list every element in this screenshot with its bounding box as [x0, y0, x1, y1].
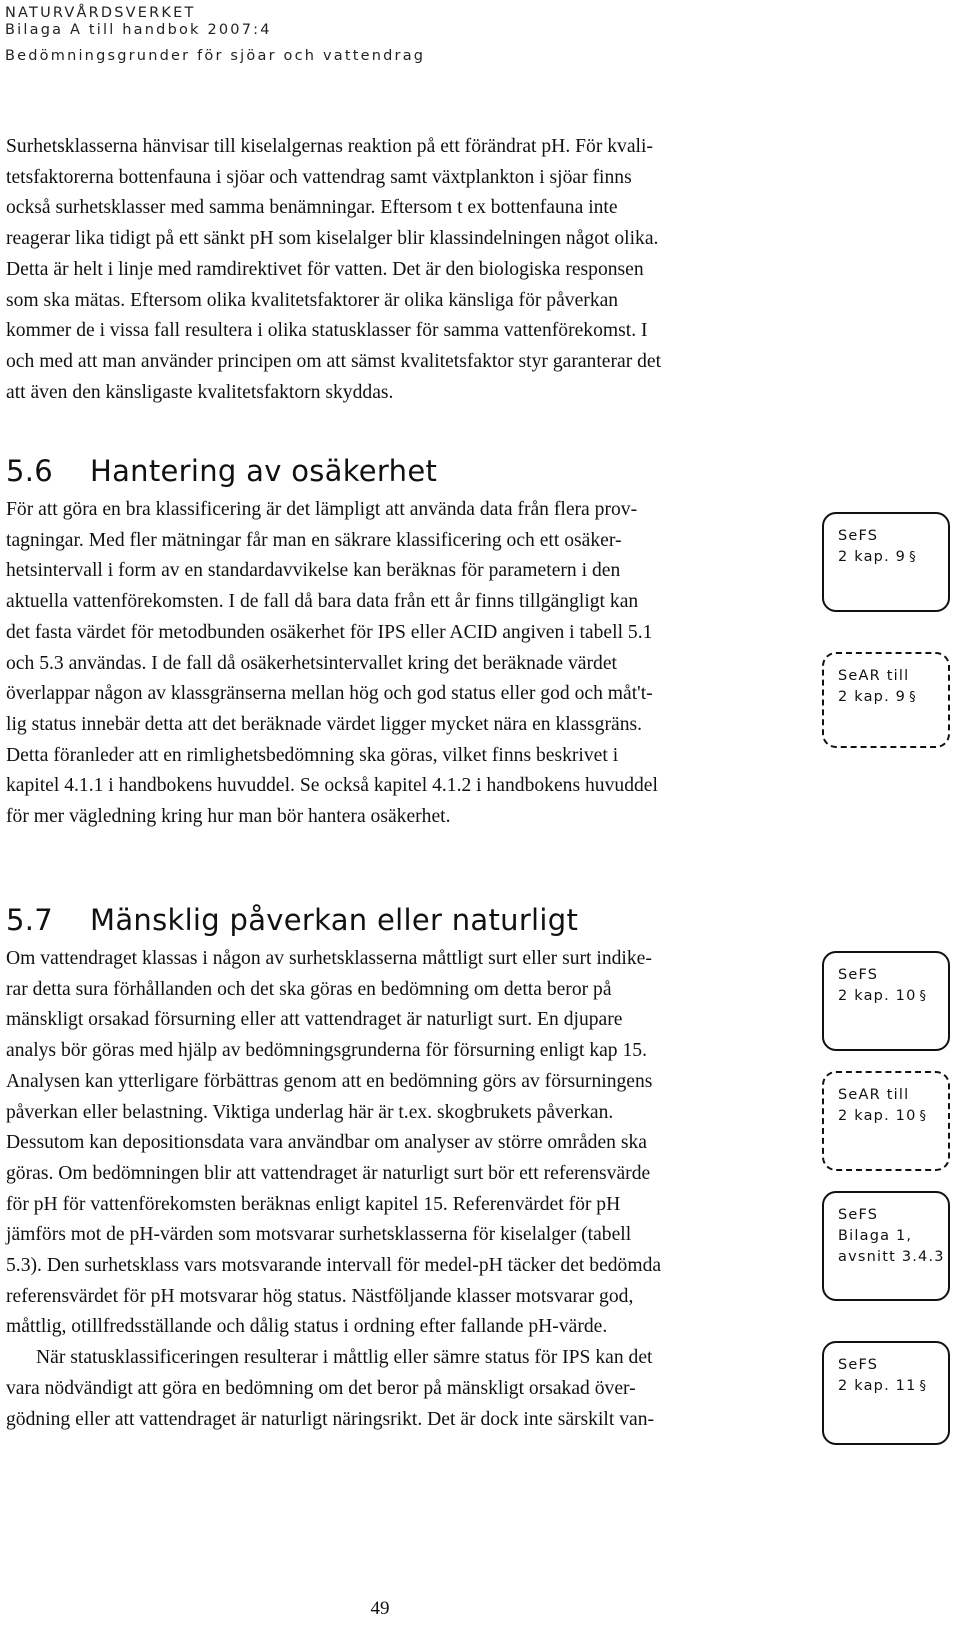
margin-ref-sear-2-10: [822, 1071, 950, 1171]
text-line: Detta är helt i linje med ramdirektivet för vatten. Det är den biologiska responsen: [6, 258, 644, 280]
ref-detail: 2 kap. 9: [838, 689, 907, 705]
text-line: påverkan eller belastning. Viktiga underlag här är t.ex. skogbrukets påverkan.: [6, 1101, 614, 1123]
text-line: som ska mätas. Eftersom olika kvalitetsfaktorer är olika känsliga för påverkan: [6, 289, 619, 311]
ref-label: SeFS: [838, 1207, 879, 1223]
text-line: Analysen kan ytterligare förbättras genom att en bedömning görs av försurningens: [6, 1070, 653, 1092]
text-line: kommer de i vissa fall resultera i olika statusklasser för samma vattenförekomst. I: [6, 320, 648, 342]
ref-detail: Bilaga 1,: [838, 1228, 913, 1244]
text-line: göras. Om bedömningen blir att vattendraget är naturligt surt bör ett referensvärde: [6, 1162, 651, 1184]
ref-label: SeFS: [838, 528, 879, 544]
section-5-7-paragraph: [6, 944, 661, 1435]
ref-detail: 2 kap. 11: [838, 1378, 917, 1394]
section-5-6-paragraph: [6, 495, 658, 833]
ref-detail: avsnitt 3.4.3: [838, 1249, 945, 1265]
section-sign: §: [909, 550, 917, 565]
section-number: 5.6: [6, 454, 54, 488]
ref-detail: 2 kap. 10: [838, 1108, 917, 1124]
margin-ref-sefs-bilaga-1: [822, 1191, 950, 1301]
text-line: När statusklassificeringen resulterar i måttlig eller sämre status för IPS kan det: [36, 1347, 653, 1369]
text-line: 5.3). Den surhetsklass vars motsvarande intervall för medel-pH täcker det bedömda: [6, 1255, 662, 1277]
text-line: Detta föranleder att en rimlighetsbedömning ska göras, vilket finns beskrivet i: [6, 744, 619, 766]
ref-label: SeFS: [838, 967, 879, 983]
margin-ref-sefs-2-9: [822, 512, 950, 612]
ref-label: SeAR till: [838, 1087, 910, 1103]
text-line: aktuella vattenförekomsten. I de fall då bara data från ett år finns tillgängligt kan: [6, 591, 639, 613]
text-line: referensvärdet för pH motsvarar hög status. Nästföljande klasser motsvarar god,: [6, 1285, 634, 1307]
ref-detail: 2 kap. 9: [838, 549, 907, 565]
text-line: jämförs mot de pH-värden som motsvarar surhetsklasserna för kiselalger (tabell: [6, 1224, 632, 1246]
section-title: Hantering av osäkerhet: [90, 454, 438, 488]
header-subtitle: Bedömningsgrunder för sjöar och vattendrag: [5, 48, 426, 64]
section-number: 5.7: [6, 903, 54, 937]
text-line: och med att man använder principen om att sämst kvalitetsfaktor styr garanterar det: [6, 350, 662, 372]
text-line: måttlig, otillfredsställande och dålig status i ordning efter fallande pH-värde.: [6, 1316, 608, 1338]
text-line: överlappar någon av klassgränserna mellan hög och god status eller god och måt't-: [6, 683, 653, 705]
margin-ref-sefs-2-10: [822, 951, 950, 1051]
ref-label: SeFS: [838, 1357, 879, 1373]
text-line: vara nödvändigt att göra en bedömning om det beror på mänskligt orsakad över-: [6, 1377, 636, 1399]
text-line: analys bör göras med hjälp av bedömningsgrunderna för försurning enligt kap 15.: [6, 1040, 647, 1062]
text-line: tetsfaktorerna bottenfauna i sjöar och vattendrag samt växtplankton i sjöar finns: [6, 166, 632, 188]
header-report: Bilaga A till handbok 2007:4: [5, 22, 272, 38]
section-title: Mänsklig påverkan eller naturligt: [90, 903, 579, 937]
text-line: också surhetsklasser med samma benämningar. Eftersom t ex bottenfauna inte: [6, 197, 618, 219]
margin-ref-sear-2-9: [822, 652, 950, 748]
text-line: gödning eller att vattendraget är naturligt näringsrikt. Det är dock inte särskilt van-: [6, 1408, 655, 1430]
text-line: för mer vägledning kring hur man bör hantera osäkerhet.: [6, 806, 451, 828]
text-line: hetsintervall i form av en standardavvikelse kan beräknas för parametern i den: [6, 560, 621, 582]
text-line: för pH för vattenförekomsten beräknas enligt kapitel 15. Referenvärdet för pH: [6, 1193, 621, 1215]
header-org: NATURVÅRDSVERKET: [5, 5, 196, 21]
margin-ref-sefs-2-11: [822, 1341, 950, 1445]
text-line: kapitel 4.1.1 i handbokens huvuddel. Se också kapitel 4.1.2 i handbokens huvuddel: [6, 775, 658, 797]
text-line: tagningar. Med fler mätningar får man en säkrare klassificering och ett osäker-: [6, 529, 622, 551]
intro-paragraph: [6, 132, 661, 408]
text-line: rar detta sura förhållanden och det ska göras en bedömning om detta beror på: [6, 978, 612, 1000]
section-sign: §: [919, 1379, 928, 1394]
ref-label: SeAR till: [838, 668, 910, 684]
section-sign: §: [919, 989, 928, 1004]
text-line: att även den känsligaste kvalitetsfaktorn skyddas.: [6, 381, 394, 403]
section-heading-5-7: [6, 902, 578, 938]
section-heading-5-6: [6, 453, 437, 489]
section-sign: §: [919, 1109, 928, 1124]
text-line: Surhetsklasserna hänvisar till kiselalgernas reaktion på ett förändrat pH. För kvali-: [6, 136, 653, 157]
text-line: det fasta värdet för metodbunden osäkerhet för IPS eller ACID angiven i tabell 5.1: [6, 621, 653, 643]
ref-detail: 2 kap. 10: [838, 988, 917, 1004]
text-line: mänskligt orsakad försurning eller att vattendraget är naturligt surt. En djupare: [6, 1009, 623, 1031]
text-line: och 5.3 användas. I de fall då osäkerhetsintervallet kring det beräknade värdet: [6, 652, 617, 674]
text-line: reagerar lika tidigt på ett sänkt pH som kiselalger blir klassindelningen något olika.: [6, 228, 659, 250]
page-number: 49: [370, 1598, 390, 1619]
text-line: Dessutom kan depositionsdata vara användbar om analyser av större områden ska: [6, 1132, 647, 1154]
text-line: lig status innebär detta att det beräknade värdet ligger mycket nära en klassgräns.: [6, 713, 643, 735]
text-line: För att göra en bra klassificering är det lämpligt att använda data från flera prov-: [6, 499, 638, 520]
text-line: Om vattendraget klassas i någon av surhetsklasserna måttligt surt eller surt indike-: [6, 948, 652, 969]
section-sign: §: [909, 690, 917, 705]
